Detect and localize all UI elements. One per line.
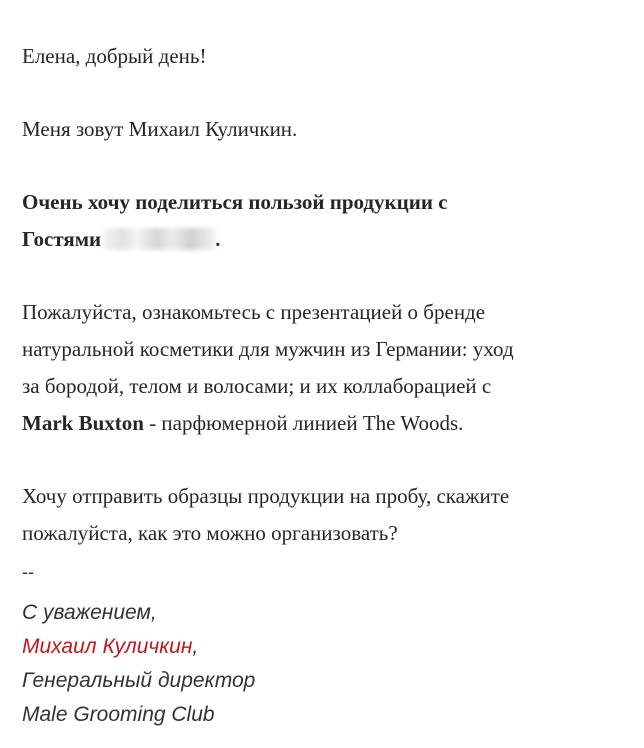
body2-line-2: пожалуйста, как это можно организовать? bbox=[22, 521, 398, 545]
signature-regards: С уважением, bbox=[22, 601, 157, 624]
signature-name-comma: , bbox=[192, 635, 199, 658]
signature-name: Михаил Куличкин bbox=[22, 635, 193, 658]
intro-text: Меня зовут Михаил Куличкин. bbox=[22, 117, 298, 141]
body1-line-4: - парфюмерной линией The Woods. bbox=[143, 411, 464, 435]
body1-line-3: за бородой, телом и волосами; и их коллаборацией с bbox=[22, 374, 492, 398]
signature-block bbox=[22, 596, 255, 732]
body1-line-1: Пожалуйста, ознакомьтесь с презентацией о бренде bbox=[22, 300, 486, 324]
greeting: Елена, добрый день! bbox=[22, 44, 207, 68]
highlight-paragraph bbox=[22, 184, 632, 258]
presentation-paragraph bbox=[22, 294, 632, 442]
signature-company: Male Grooming Club bbox=[22, 703, 215, 726]
highlight-line-2-prefix: Гостями bbox=[22, 227, 102, 251]
signature-name-line bbox=[22, 630, 255, 664]
redacted-blur bbox=[103, 228, 215, 250]
body1-line-2: натуральной косметики для мужчин из Германии: уход bbox=[22, 337, 514, 361]
highlight-line-2-suffix: . bbox=[215, 227, 221, 251]
signature-separator: -- bbox=[22, 562, 34, 582]
signature-title: Генеральный директор bbox=[22, 669, 256, 692]
samples-paragraph bbox=[22, 478, 632, 552]
highlight-line-1: Очень хочу поделиться пользой продукции с bbox=[22, 190, 448, 214]
body2-line-1: Хочу отправить образцы продукции на пробу, скажите bbox=[22, 484, 510, 508]
brand-name: Mark Buxton bbox=[22, 411, 144, 435]
email-body bbox=[22, 38, 632, 552]
